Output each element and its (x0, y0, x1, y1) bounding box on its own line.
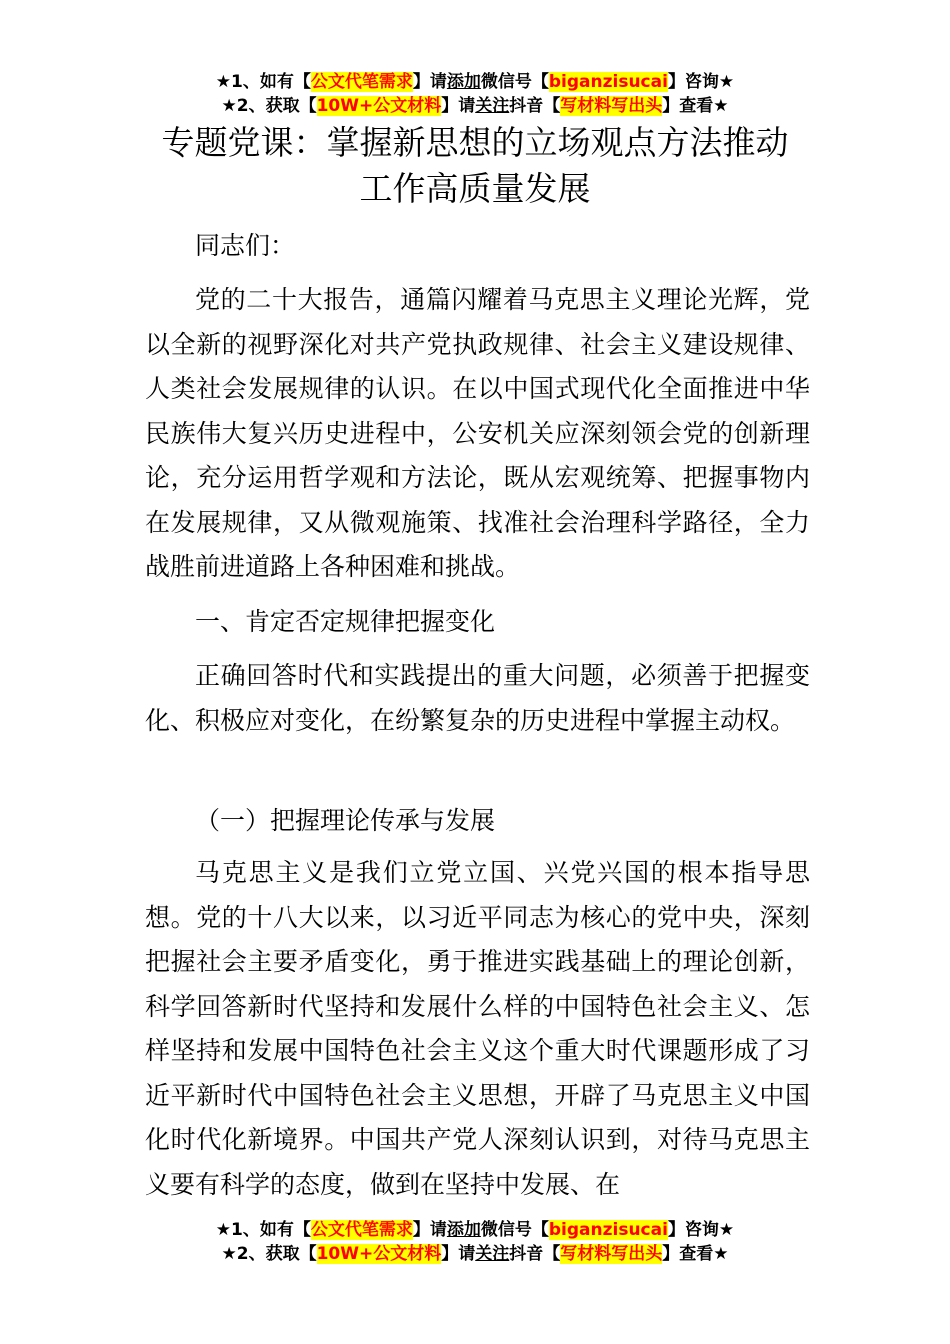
subsection-heading-1: （一）把握理论传承与发展 (195, 806, 496, 835)
promo-text: 】请 (441, 96, 476, 116)
promo-text: ★2、获取【 (221, 96, 317, 116)
promo-underline: 关注 (475, 1244, 510, 1264)
promo-text: 微信号【 (480, 72, 549, 92)
footer-promo-line-2 (0, 1242, 950, 1266)
footer-promo-line-1 (0, 1218, 950, 1242)
promo-text: 】咨询★ (667, 72, 735, 92)
promo-wechat-id: biganzisucai (548, 1220, 668, 1240)
promo-douyin-id: 写材料写出头 (560, 1244, 663, 1264)
promo-underline: 关注 (475, 96, 510, 116)
promo-highlight: 10W+公文材料 (316, 1244, 442, 1264)
promo-highlight: 公文代笔需求 (310, 72, 413, 92)
promo-text: 】请 (441, 1244, 476, 1264)
promo-text: ★2、获取【 (221, 1244, 317, 1264)
promo-text: 抖音【 (509, 1244, 561, 1264)
paragraph-intro: 党的二十大报告，通篇闪耀着马克思主义理论光辉，党以全新的视野深化对共产党执政规律、社会主义建设规律、人类社会发展规律的认识。在以中国式现代化全面推进中华民族伟大复兴历史进程中，公安机关应深刻领会党的创新理论，充分运用哲学观和方法论，既从宏观统筹、把握事物内在发展规律，又从微观施策、找准社会治理科学路径，全力战胜前进道路上各种困难和挑战。 (145, 285, 810, 581)
document-title-line-1: 专题党课：掌握新思想的立场观点方法推动 (161, 123, 789, 162)
promo-text: ★1、如有【 (215, 72, 311, 92)
promo-highlight: 10W+公文材料 (316, 96, 442, 116)
promo-underline: 添加 (446, 72, 481, 92)
salutation: 同志们： (195, 231, 296, 260)
promo-text: ★1、如有【 (215, 1220, 311, 1240)
promo-text: 】查看★ (662, 96, 729, 116)
promo-highlight: 公文代笔需求 (310, 1220, 413, 1240)
promo-line-2 (0, 94, 950, 118)
promo-underline: 添加 (446, 1220, 481, 1240)
section-heading-1: 一、肯定否定规律把握变化 (195, 607, 496, 636)
promo-text: 】请 (412, 72, 447, 92)
promo-wechat-id: biganzisucai (548, 72, 668, 92)
promo-text: 微信号【 (480, 1220, 549, 1240)
paragraph-subsection-1: 马克思主义是我们立党立国、兴党兴国的根本指导思想。党的十八大以来，以习近平同志为核心的党中央，深刻把握社会主要矛盾变化，勇于推进实践基础上的理论创新，科学回答新时代坚持和发展什么样的中国特色社会主义、怎样坚持和发展中国特色社会主义这个重大时代课题形成了习近平新时代中国特色社会主义思想，开辟了马克思主义中国化时代化新境界。中国共产党人深刻认识到，对待马克思主义要有科学的态度，做到在坚持中发展、在 (145, 858, 810, 1199)
document-title-line-2: 工作高质量发展 (359, 169, 591, 208)
paragraph-section-1: 正确回答时代和实践提出的重大问题，必须善于把握变化、积极应对变化，在纷繁复杂的历史进程中掌握主动权。 (145, 661, 810, 735)
promo-text: 抖音【 (509, 96, 561, 116)
promo-text: 】咨询★ (667, 1220, 735, 1240)
promo-text: 】请 (412, 1220, 447, 1240)
promo-line-1 (0, 70, 950, 94)
promo-douyin-id: 写材料写出头 (560, 96, 663, 116)
promo-text: 】查看★ (662, 1244, 729, 1264)
